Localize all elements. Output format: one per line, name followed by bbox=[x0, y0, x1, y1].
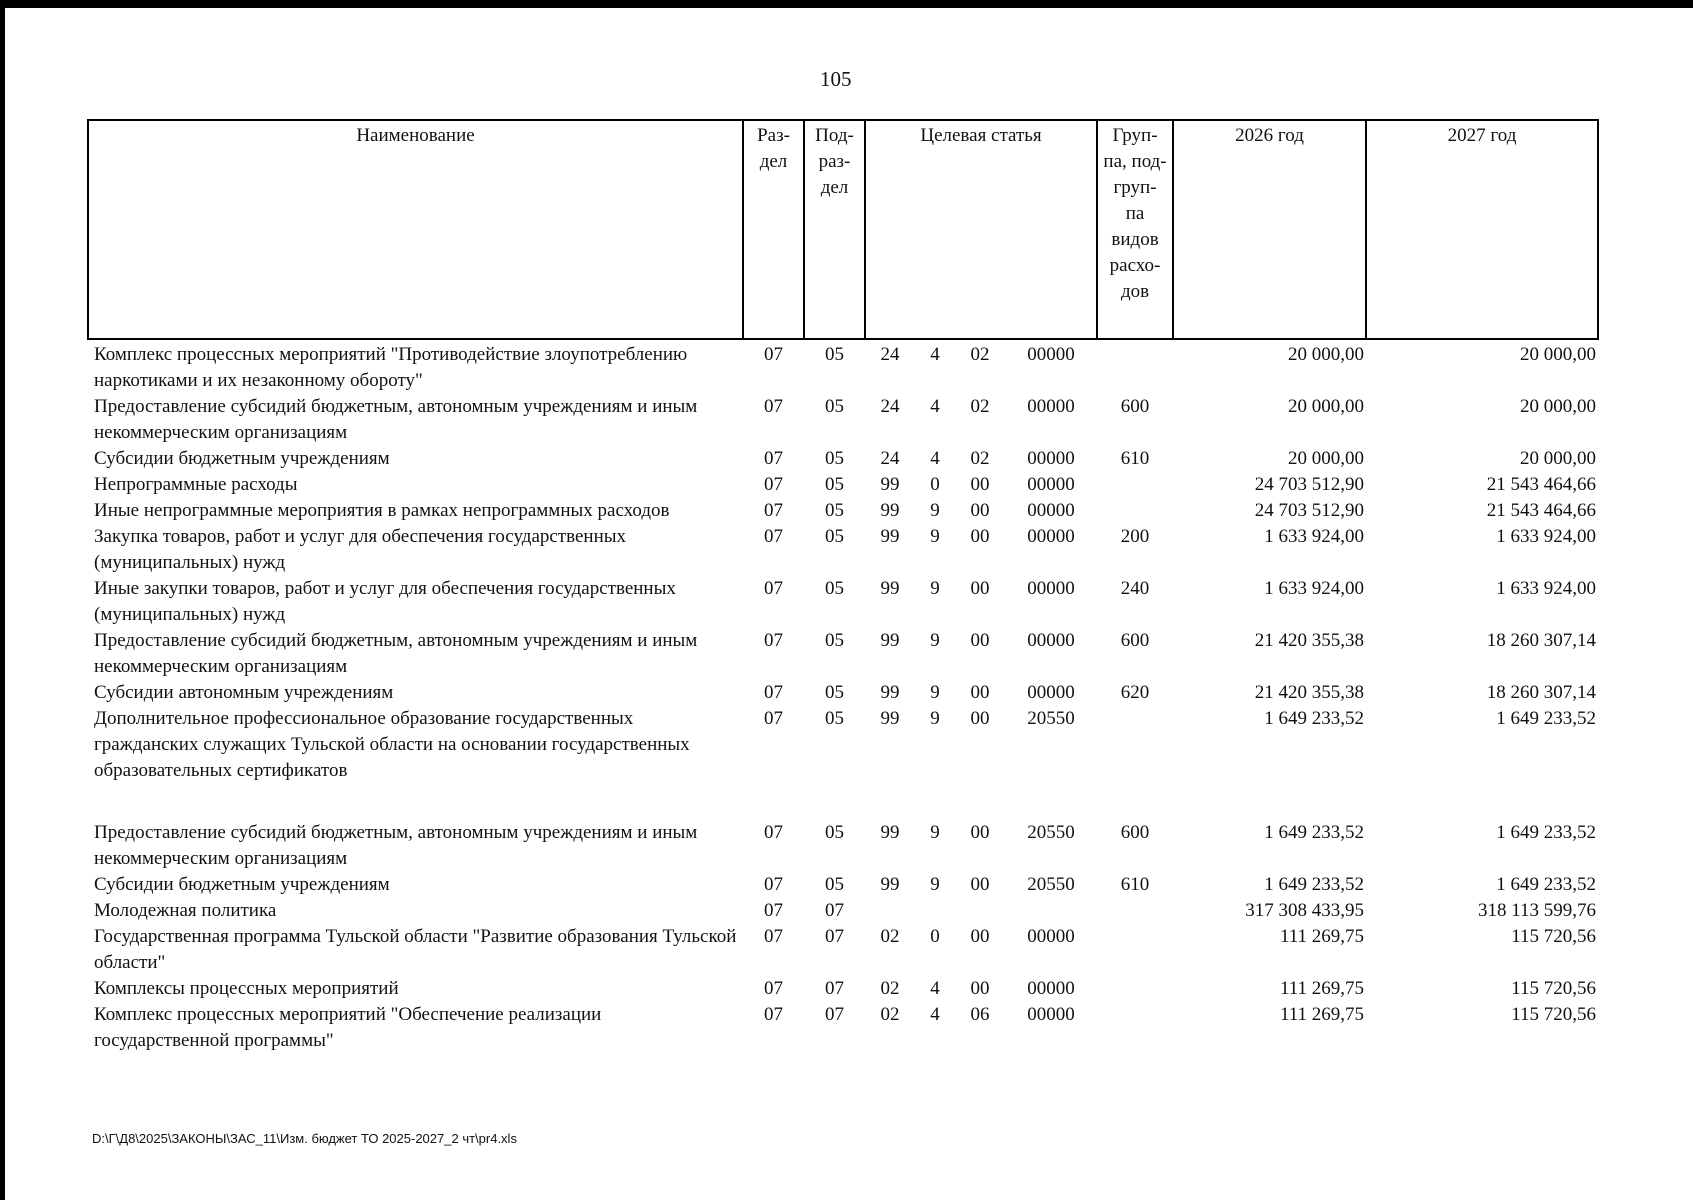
row-year-2026: 24 703 512,90 bbox=[1254, 500, 1365, 521]
row-subsection: 05 bbox=[825, 630, 844, 651]
row-year-2026: 111 269,75 bbox=[1279, 926, 1365, 947]
row-target-1: 99 bbox=[880, 474, 900, 495]
row-year-2027: 1 633 924,00 bbox=[1496, 578, 1597, 599]
row-target-1: 24 bbox=[880, 396, 900, 417]
row-name: Молодежная политика bbox=[94, 900, 277, 921]
table-row bbox=[88, 339, 1598, 394]
row-subsection: 05 bbox=[825, 396, 844, 417]
row-target-2: 9 bbox=[930, 578, 940, 599]
row-subsection: 07 bbox=[825, 900, 844, 921]
table-row bbox=[88, 446, 1598, 472]
row-target-3 bbox=[955, 898, 1005, 924]
row-group bbox=[1097, 498, 1173, 524]
table-row bbox=[88, 680, 1598, 706]
row-year-2027: 18 260 307,14 bbox=[1486, 630, 1597, 651]
row-subsection: 05 bbox=[825, 578, 844, 599]
row-name: Комплекс процессных мероприятий "Обеспечение реализации государственной программы" bbox=[94, 1004, 602, 1051]
row-target-2 bbox=[915, 898, 955, 924]
row-year-2026: 1 649 233,52 bbox=[1264, 822, 1365, 843]
table-row bbox=[88, 924, 1598, 976]
row-target-4: 00000 bbox=[1027, 474, 1075, 495]
row-target-2: 4 bbox=[930, 448, 940, 469]
row-target-4: 00000 bbox=[1027, 978, 1075, 999]
header-expense-group: Груп- па, под- груп- па видов расхо- дов bbox=[1097, 120, 1173, 339]
row-subsection: 05 bbox=[825, 682, 844, 703]
row-year-2026: 317 308 433,95 bbox=[1245, 900, 1365, 921]
row-year-2026: 21 420 355,38 bbox=[1254, 630, 1365, 651]
row-group bbox=[1097, 706, 1173, 784]
row-target-3: 02 bbox=[970, 448, 990, 469]
table-row bbox=[88, 976, 1598, 1002]
row-subsection: 05 bbox=[825, 874, 844, 895]
header-section: Раз- дел bbox=[743, 120, 804, 339]
row-subsection: 05 bbox=[825, 822, 844, 843]
row-group: 620 bbox=[1120, 682, 1150, 703]
row-name: Государственная программа Тульской области "Развитие образования Тульской области" bbox=[94, 926, 737, 973]
row-name: Иные закупки товаров, работ и услуг для обеспечения государственных (муниципальных) нужд bbox=[94, 578, 676, 625]
row-target-1: 99 bbox=[880, 578, 900, 599]
row-target-1: 99 bbox=[880, 500, 900, 521]
file-path-footer: D:\Г\Д8\2025\ЗАКОНЫ\ЗАС_11\Изм. бюджет ТО 2025-2027_2 чт\pr4.xls bbox=[92, 1131, 517, 1146]
spacer-cell bbox=[88, 784, 1598, 820]
row-target-2: 0 bbox=[930, 926, 940, 947]
row-target-4: 00000 bbox=[1027, 926, 1075, 947]
row-section: 07 bbox=[764, 500, 783, 521]
row-target-3: 02 bbox=[970, 344, 990, 365]
row-year-2026: 1 633 924,00 bbox=[1264, 578, 1365, 599]
row-target-3: 00 bbox=[970, 822, 990, 843]
header-subsection: Под- раз- дел bbox=[804, 120, 865, 339]
row-section: 07 bbox=[764, 396, 783, 417]
row-target-1: 99 bbox=[880, 874, 900, 895]
row-subsection: 07 bbox=[825, 926, 844, 947]
row-name: Иные непрограммные мероприятия в рамках непрограммных расходов bbox=[94, 500, 670, 521]
row-group bbox=[1097, 898, 1173, 924]
row-name: Предоставление субсидий бюджетным, автономным учреждениям и иным некоммерческим организациям bbox=[94, 822, 698, 869]
row-year-2026: 1 633 924,00 bbox=[1264, 526, 1365, 547]
row-subsection: 05 bbox=[825, 448, 844, 469]
table-row bbox=[88, 394, 1598, 446]
row-target-2: 4 bbox=[930, 978, 940, 999]
row-year-2027: 21 543 464,66 bbox=[1486, 500, 1597, 521]
row-target-2: 4 bbox=[930, 344, 940, 365]
row-section: 07 bbox=[764, 630, 783, 651]
header-year-2027: 2027 год bbox=[1366, 120, 1598, 339]
table-row bbox=[88, 820, 1598, 872]
row-target-2: 4 bbox=[930, 1004, 940, 1025]
table-row bbox=[88, 706, 1598, 784]
row-name: Субсидии автономным учреждениям bbox=[94, 682, 394, 703]
row-section: 07 bbox=[764, 926, 783, 947]
row-section: 07 bbox=[764, 900, 783, 921]
row-group bbox=[1097, 1002, 1173, 1054]
row-section: 07 bbox=[764, 822, 783, 843]
row-target-4: 00000 bbox=[1027, 396, 1075, 417]
row-year-2026: 1 649 233,52 bbox=[1264, 874, 1365, 895]
table-row bbox=[88, 524, 1598, 576]
row-target-3: 02 bbox=[970, 396, 990, 417]
row-year-2026: 20 000,00 bbox=[1288, 344, 1365, 365]
row-target-4: 00000 bbox=[1027, 1004, 1075, 1025]
row-group: 200 bbox=[1120, 526, 1150, 547]
row-target-3: 00 bbox=[970, 926, 990, 947]
row-year-2026: 1 649 233,52 bbox=[1264, 708, 1365, 729]
row-target-3: 00 bbox=[970, 874, 990, 895]
row-group bbox=[1097, 339, 1173, 394]
row-target-2: 9 bbox=[930, 708, 940, 729]
row-year-2026: 24 703 512,90 bbox=[1254, 474, 1365, 495]
row-group: 600 bbox=[1120, 396, 1150, 417]
row-year-2027: 115 720,56 bbox=[1511, 926, 1597, 947]
row-year-2027: 1 633 924,00 bbox=[1496, 526, 1597, 547]
row-target-3: 06 bbox=[970, 1004, 990, 1025]
row-section: 07 bbox=[764, 526, 783, 547]
page-border-left bbox=[0, 0, 5, 1200]
row-group: 600 bbox=[1120, 630, 1150, 651]
row-section: 07 bbox=[764, 344, 783, 365]
row-section: 07 bbox=[764, 578, 783, 599]
row-section: 07 bbox=[764, 474, 783, 495]
row-name: Субсидии бюджетным учреждениям bbox=[94, 874, 390, 895]
row-target-4: 00000 bbox=[1027, 344, 1075, 365]
row-target-1: 99 bbox=[880, 682, 900, 703]
row-target-3: 00 bbox=[970, 978, 990, 999]
row-year-2026: 111 269,75 bbox=[1279, 978, 1365, 999]
row-target-2: 9 bbox=[930, 526, 940, 547]
row-year-2027: 1 649 233,52 bbox=[1496, 874, 1597, 895]
row-name: Предоставление субсидий бюджетным, автономным учреждениям и иным некоммерческим организациям bbox=[94, 396, 698, 443]
row-section: 07 bbox=[764, 978, 783, 999]
row-target-1: 99 bbox=[880, 630, 900, 651]
page-border-top bbox=[0, 0, 1693, 8]
row-name: Комплексы процессных мероприятий bbox=[94, 978, 399, 999]
row-section: 07 bbox=[764, 1004, 783, 1025]
row-group: 610 bbox=[1120, 448, 1150, 469]
row-target-3: 00 bbox=[970, 630, 990, 651]
row-target-4: 00000 bbox=[1027, 500, 1075, 521]
row-target-4: 20550 bbox=[1027, 708, 1075, 729]
row-year-2026: 111 269,75 bbox=[1279, 1004, 1365, 1025]
row-name: Непрограммные расходы bbox=[94, 474, 298, 495]
row-group: 240 bbox=[1120, 578, 1150, 599]
row-target-3: 00 bbox=[970, 474, 990, 495]
row-section: 07 bbox=[764, 682, 783, 703]
row-year-2027: 20 000,00 bbox=[1520, 448, 1597, 469]
row-target-1 bbox=[865, 898, 915, 924]
row-subsection: 07 bbox=[825, 1004, 844, 1025]
row-year-2027: 21 543 464,66 bbox=[1486, 474, 1597, 495]
row-target-3: 00 bbox=[970, 708, 990, 729]
table-row bbox=[88, 498, 1598, 524]
row-subsection: 07 bbox=[825, 978, 844, 999]
row-year-2027: 1 649 233,52 bbox=[1496, 822, 1597, 843]
header-row bbox=[88, 120, 1598, 339]
row-spacer bbox=[88, 784, 1598, 820]
table-row bbox=[88, 872, 1598, 898]
row-subsection: 05 bbox=[825, 500, 844, 521]
row-target-4: 00000 bbox=[1027, 448, 1075, 469]
row-target-1: 99 bbox=[880, 708, 900, 729]
row-year-2027: 20 000,00 bbox=[1520, 396, 1597, 417]
table-row bbox=[88, 576, 1598, 628]
row-target-4: 00000 bbox=[1027, 630, 1075, 651]
row-name: Предоставление субсидий бюджетным, автономным учреждениям и иным некоммерческим организациям bbox=[94, 630, 698, 677]
row-target-2: 4 bbox=[930, 396, 940, 417]
table-row bbox=[88, 628, 1598, 680]
row-target-3: 00 bbox=[970, 526, 990, 547]
row-target-1: 24 bbox=[880, 448, 900, 469]
row-target-1: 99 bbox=[880, 526, 900, 547]
row-group: 610 bbox=[1120, 874, 1150, 895]
row-year-2026: 20 000,00 bbox=[1288, 448, 1365, 469]
row-target-1: 02 bbox=[880, 978, 900, 999]
row-target-2: 9 bbox=[930, 682, 940, 703]
row-section: 07 bbox=[764, 448, 783, 469]
row-year-2027: 115 720,56 bbox=[1511, 978, 1597, 999]
row-target-1: 24 bbox=[880, 344, 900, 365]
row-target-1: 99 bbox=[880, 822, 900, 843]
row-target-4: 20550 bbox=[1027, 822, 1075, 843]
row-target-4: 00000 bbox=[1027, 578, 1075, 599]
row-section: 07 bbox=[764, 708, 783, 729]
budget-table bbox=[87, 119, 1599, 1054]
row-subsection: 05 bbox=[825, 708, 844, 729]
row-target-4: 00000 bbox=[1027, 526, 1075, 547]
row-year-2027: 18 260 307,14 bbox=[1486, 682, 1597, 703]
row-group bbox=[1097, 472, 1173, 498]
row-year-2026: 21 420 355,38 bbox=[1254, 682, 1365, 703]
row-target-4: 20550 bbox=[1027, 874, 1075, 895]
row-name: Субсидии бюджетным учреждениям bbox=[94, 448, 390, 469]
row-target-1: 02 bbox=[880, 1004, 900, 1025]
table-row bbox=[88, 1002, 1598, 1054]
row-group bbox=[1097, 924, 1173, 976]
row-target-3: 00 bbox=[970, 578, 990, 599]
row-name: Закупка товаров, работ и услуг для обеспечения государственных (муниципальных) нужд bbox=[94, 526, 627, 573]
row-year-2027: 318 113 599,76 bbox=[1477, 900, 1597, 921]
header-target-article: Целевая статья bbox=[865, 120, 1097, 339]
table-row bbox=[88, 898, 1598, 924]
row-year-2027: 20 000,00 bbox=[1520, 344, 1597, 365]
row-subsection: 05 bbox=[825, 526, 844, 547]
row-subsection: 05 bbox=[825, 474, 844, 495]
row-name: Комплекс процессных мероприятий "Противодействие злоупотреблению наркотиками и их незаконному обороту" bbox=[94, 344, 688, 391]
row-target-2: 9 bbox=[930, 874, 940, 895]
row-group bbox=[1097, 976, 1173, 1002]
page-number: 105 bbox=[820, 67, 852, 91]
row-target-1: 02 bbox=[880, 926, 900, 947]
row-target-3: 00 bbox=[970, 682, 990, 703]
row-target-3: 00 bbox=[970, 500, 990, 521]
row-name: Дополнительное профессиональное образование государственных гражданских служащих Тульской области на основании государственных образовательных сертификатов bbox=[94, 708, 690, 781]
table-row bbox=[88, 472, 1598, 498]
row-target-4 bbox=[1005, 898, 1097, 924]
header-name: Наименование bbox=[88, 120, 743, 339]
row-target-2: 9 bbox=[930, 500, 940, 521]
row-section: 07 bbox=[764, 874, 783, 895]
header-year-2026: 2026 год bbox=[1173, 120, 1366, 339]
row-target-2: 9 bbox=[930, 822, 940, 843]
row-year-2026: 20 000,00 bbox=[1288, 396, 1365, 417]
row-group: 600 bbox=[1120, 822, 1150, 843]
row-target-2: 9 bbox=[930, 630, 940, 651]
row-subsection: 05 bbox=[825, 344, 844, 365]
row-target-2: 0 bbox=[930, 474, 940, 495]
row-year-2027: 115 720,56 bbox=[1511, 1004, 1597, 1025]
row-target-4: 00000 bbox=[1027, 682, 1075, 703]
row-year-2027: 1 649 233,52 bbox=[1496, 708, 1597, 729]
